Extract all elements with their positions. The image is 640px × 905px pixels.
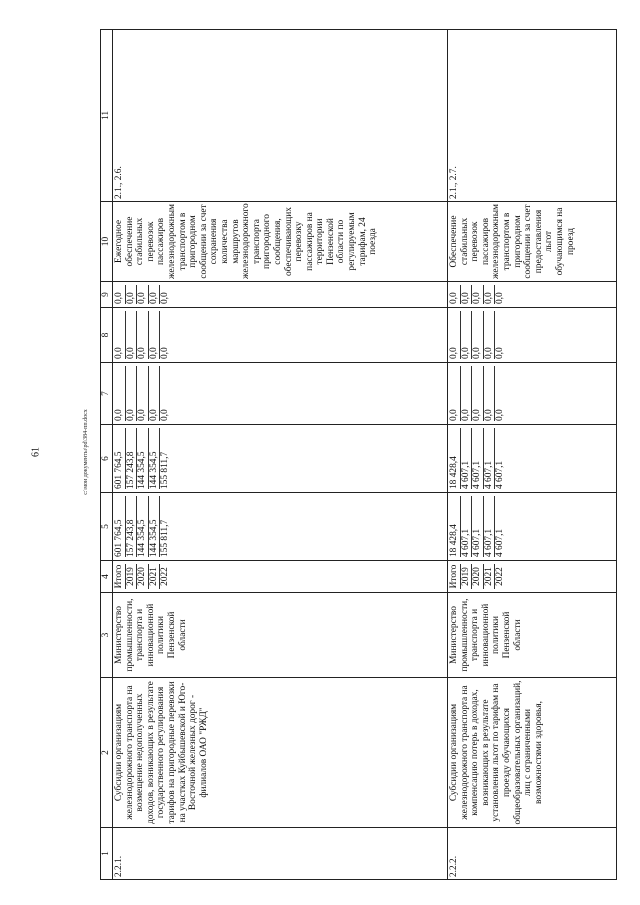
value: 0,0 <box>484 285 496 304</box>
value: 0,0 <box>149 366 161 421</box>
value: 157 243,8 <box>126 428 138 489</box>
value: 0,0 <box>149 311 161 359</box>
row-number: 2.2.1. <box>113 828 448 880</box>
value: 155 811,7 <box>160 451 171 489</box>
year: 2022 <box>495 567 506 586</box>
value: 0,0 <box>137 366 149 421</box>
table-row <box>448 30 617 880</box>
measure-name: Субсидии организациям железнодорожного транспорта на возмещение недополученных доходов, возникающих в результате государственного регулирования тарифов на пригородные перевозки на участках Куйбышевской и Юго-Восточной железных дорог - филиалов ОАО "РЖД" <box>113 678 448 828</box>
value: 0,0 <box>495 409 506 421</box>
years-cell <box>113 561 448 593</box>
value: 0,0 <box>126 311 138 359</box>
year: Итого <box>114 564 124 589</box>
value: 4 607,1 <box>472 428 484 489</box>
years-cell <box>448 561 617 593</box>
value: 155 811,7 <box>160 519 171 557</box>
value: 0,0 <box>160 347 171 359</box>
header-cell: 11 <box>101 30 113 202</box>
program-measures-table <box>100 29 617 880</box>
value: 0,0 <box>472 366 484 421</box>
value: 601 764,5 <box>114 496 126 557</box>
value: 0,0 <box>126 285 138 304</box>
value: 4 607,1 <box>461 496 473 557</box>
value: 0,0 <box>472 285 484 304</box>
year: 2020 <box>472 564 484 589</box>
value: 4 607,1 <box>495 528 506 557</box>
other-sources-cell <box>448 282 617 308</box>
year: 2021 <box>484 564 496 589</box>
header-cell: 4 <box>101 561 113 593</box>
value: 0,0 <box>484 366 496 421</box>
value: 0,0 <box>461 285 473 304</box>
header-cell: 7 <box>101 363 113 425</box>
year: 2020 <box>137 564 149 589</box>
year: 2022 <box>160 567 171 586</box>
federal-budget-cell <box>448 363 617 425</box>
value: 144 354,5 <box>137 496 149 557</box>
value: 0,0 <box>137 311 149 359</box>
total-funding-cell <box>448 493 617 561</box>
value: 0,0 <box>160 292 171 304</box>
value: 4 607,1 <box>484 428 496 489</box>
header-cell: 10 <box>101 202 113 282</box>
value: 0,0 <box>126 366 138 421</box>
local-budget-cell <box>448 308 617 363</box>
value: 0,0 <box>484 311 496 359</box>
value: 0,0 <box>461 311 473 359</box>
total-funding-cell <box>113 493 448 561</box>
row-number: 2.2.2. <box>448 828 617 880</box>
local-budget-cell <box>113 308 448 363</box>
header-cell: 9 <box>101 282 113 308</box>
value: 0,0 <box>461 366 473 421</box>
regional-budget-cell <box>448 425 617 493</box>
year: 2019 <box>126 564 138 589</box>
value: 4 607,1 <box>472 496 484 557</box>
header-cell: 3 <box>101 593 113 678</box>
header-cell: 2 <box>101 678 113 828</box>
header-cell: 6 <box>101 425 113 493</box>
value: 0,0 <box>160 409 171 421</box>
rotated-table-area <box>100 30 615 880</box>
value: 0,0 <box>449 311 461 359</box>
value: 18 428,4 <box>449 428 461 489</box>
value: 0,0 <box>114 285 126 304</box>
value: 0,0 <box>495 347 506 359</box>
value: 0,0 <box>449 366 461 421</box>
executor: Министерство промышленности, транспорта и инновационной политики Пензенской области <box>448 593 617 678</box>
value: 0,0 <box>472 311 484 359</box>
value: 4 607,1 <box>484 496 496 557</box>
value: 0,0 <box>114 311 126 359</box>
value: 18 428,4 <box>449 496 461 557</box>
value: 157 243,8 <box>126 496 138 557</box>
linked-indicators: 2.1., 2.6. <box>113 30 448 202</box>
regional-budget-cell <box>113 425 448 493</box>
value: 4 607,1 <box>495 460 506 489</box>
value: 0,0 <box>449 285 461 304</box>
value: 4 607,1 <box>461 428 473 489</box>
result-indicator: Ежегодное обеспечение стабильных перевозок пассажиров железнодорожным транспортом в пригородном сообщении за счет сохранения количества маршрутов железнодорожного транспорта пригородного сообщения, обеспечивающих перевозку пассажиров на территории Пензенской области по регулируемым тарифам, 24 поезда <box>113 202 448 282</box>
measure-name: Субсидии организациям железнодорожного транспорта на компенсацию потерь в доходах, возникающих в результате установления льгот по тарифам на проезду обучающихся общеобразовательных организаций, лиц с ограниченными возможностями здоровья, <box>448 678 617 828</box>
footer-file-path: c:\мои документы\pd\384-пп.docx <box>83 409 89 495</box>
value: 0,0 <box>149 285 161 304</box>
value: 0,0 <box>495 292 506 304</box>
value: 144 354,5 <box>149 496 161 557</box>
linked-indicators: 2.1., 2.7. <box>448 30 617 202</box>
header-cell: 1 <box>101 828 113 880</box>
table-row <box>113 30 448 880</box>
executor: Министерство промышленности, транспорта и инновационной политики Пензенской области <box>113 593 448 678</box>
federal-budget-cell <box>113 363 448 425</box>
page-number: 61 <box>30 447 42 457</box>
other-sources-cell <box>113 282 448 308</box>
value: 0,0 <box>114 366 126 421</box>
year: Итого <box>449 564 459 589</box>
value: 601 764,5 <box>114 428 126 489</box>
value: 144 354,5 <box>149 428 161 489</box>
header-row <box>101 30 113 880</box>
result-indicator: Обеспечение стабильных перевозок пассажиров железнодорожным транспортом в пригородном сообщении за счет предоставления льгот обучающимся на проезд <box>448 202 617 282</box>
value: 0,0 <box>137 285 149 304</box>
value: 144 354,5 <box>137 428 149 489</box>
header-cell: 5 <box>101 493 113 561</box>
year: 2021 <box>149 564 161 589</box>
header-cell: 8 <box>101 308 113 363</box>
year: 2019 <box>461 564 473 589</box>
